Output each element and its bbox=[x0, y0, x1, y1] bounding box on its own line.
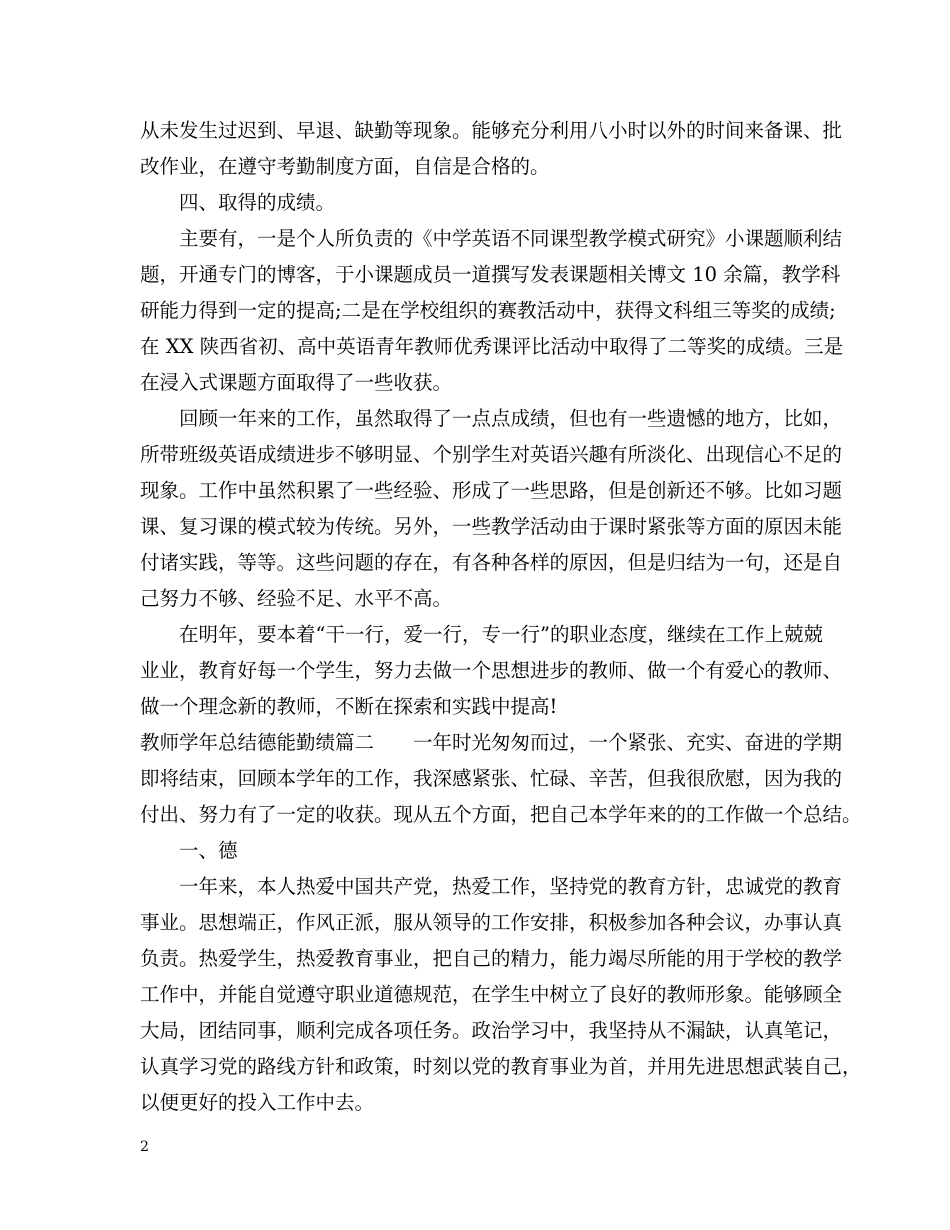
text-line: 在浸入式课题方面取得了一些收获。 bbox=[140, 371, 453, 394]
text-line: 即将结束，回顾本学年的工作，我深感紧张、忙碌、辛苦，但我很欣慰，因为我的 bbox=[140, 767, 843, 790]
text-line: 改作业，在遵守考勤制度方面，自信是合格的。 bbox=[140, 155, 550, 178]
document-body bbox=[140, 113, 862, 1121]
text-line: 在明年，要本着“干一行，爱一行，专一行”的职业态度，继续在工作上兢兢 bbox=[179, 623, 823, 646]
text-line: 大局，团结同事，顺利完成各项任务。政治学习中，我坚持从不漏缺，认真笔记， bbox=[140, 1019, 843, 1042]
text-line: 做一个理念新的教师，不断在探索和实践中提高! bbox=[140, 695, 558, 718]
text-line: 所带班级英语成绩进步不够明显、个别学生对英语兴趣有所淡化、出现信心不足的 bbox=[140, 443, 843, 466]
text-line: 从未发生过迟到、早退、缺勤等现象。能够充分利用八小时以外的时间来备课、批 bbox=[140, 119, 843, 142]
text-line: 付诸实践，等等。这些问题的存在，有各种各样的原因，但是归结为一句，还是自 bbox=[140, 551, 843, 574]
text-line: 事业。思想端正，作风正派，服从领导的工作安排，积极参加各种会议，办事认真 bbox=[140, 911, 843, 934]
text-line: 回顾一年来的工作，虽然取得了一点点成绩，但也有一些遗憾的地方，比如， bbox=[179, 407, 843, 430]
text-line: 题，开通专门的博客，于小课题成员一道撰写发表课题相关博文 10 余篇，教学科 bbox=[140, 263, 841, 286]
text-line: 付出、努力有了一定的收获。现从五个方面，把自己本学年来的的工作做一个总结。 bbox=[140, 803, 862, 826]
text-line: 主要有，一是个人所负责的《中学英语不同课型教学模式研究》小课题顺利结 bbox=[179, 227, 843, 250]
text-line: 四、取得的成绩。 bbox=[179, 191, 336, 214]
text-line: 己努力不够、经验不足、水平不高。 bbox=[140, 587, 453, 610]
text-line: 课、复习课的模式较为传统。另外，一些教学活动由于课时紧张等方面的原因未能 bbox=[140, 515, 843, 538]
text-line: 业业，教育好每一个学生，努力去做一个思想进步的教师、做一个有爱心的教师、 bbox=[140, 659, 843, 682]
text-line: 以便更好的投入工作中去。 bbox=[140, 1091, 375, 1114]
text-line: 一年来，本人热爱中国共产党，热爱工作，坚持党的教育方针，忠诚党的教育 bbox=[179, 875, 843, 898]
text-line: 现象。工作中虽然积累了一些经验、形成了一些思路，但是创新还不够。比如习题 bbox=[140, 479, 843, 502]
text-line: 一、德 bbox=[179, 839, 238, 862]
text-line: 认真学习党的路线方针和政策，时刻以党的教育事业为首，并用先进思想武装自己， bbox=[140, 1055, 862, 1078]
text-line: 工作中，并能自觉遵守职业道德规范，在学生中树立了良好的教师形象。能够顾全 bbox=[140, 983, 843, 1006]
page-number: 2 bbox=[140, 1139, 149, 1155]
text-line: 负责。热爱学生，热爱教育事业，把自己的精力，能力竭尽所能的用于学校的教学 bbox=[140, 947, 843, 970]
text-line: 在 XX 陕西省初、高中英语青年教师优秀课评比活动中取得了二等奖的成绩。三是 bbox=[140, 335, 844, 358]
text-line: 研能力得到一定的提高;二是在学校组织的赛教活动中，获得文科组三等奖的成绩; bbox=[140, 299, 836, 322]
text-line: 教师学年总结德能勤绩篇二 一年时光匆匆而过，一个紧张、充实、奋进的学期 bbox=[140, 731, 843, 754]
